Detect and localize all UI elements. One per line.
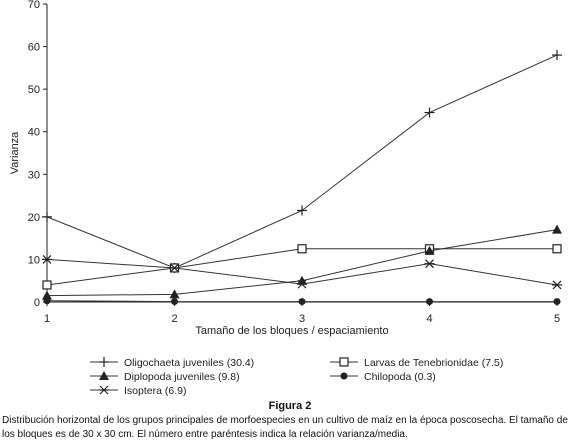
data-point: [552, 225, 562, 234]
legend-marker: [340, 358, 348, 366]
series-plus: [42, 50, 562, 273]
data-point: [297, 205, 307, 215]
y-tick-label: 60: [27, 41, 40, 54]
x-tick-label: 5: [553, 313, 561, 325]
y-tick-label: 20: [27, 211, 40, 224]
square-marker: [43, 281, 51, 289]
data-point: [298, 245, 306, 253]
series-line: [47, 55, 557, 268]
y-tick-label: 40: [27, 126, 40, 139]
data-point: [554, 298, 561, 305]
y-tick-label: 10: [27, 254, 40, 267]
legend-marker: [99, 386, 109, 394]
legend-item: [90, 371, 240, 383]
x-axis-title: Tamaño de los bloques / espaciamiento: [195, 325, 389, 337]
x-tick-label: 1: [43, 313, 51, 325]
square-marker: [298, 245, 306, 253]
data-point: [425, 108, 435, 118]
data-point: [552, 50, 562, 60]
legend-marker: [99, 357, 109, 367]
legend-marker: [341, 373, 348, 380]
x-tick-label: 3: [298, 313, 306, 325]
legend-item: [90, 385, 186, 397]
legend-label: Chilopoda (0.3): [364, 371, 436, 383]
data-point: [299, 298, 306, 305]
data-point: [171, 298, 178, 305]
x-tick-label: 4: [426, 313, 433, 325]
circle-marker: [426, 298, 433, 305]
y-axis-title: Varianza: [9, 131, 21, 175]
series-circle: [44, 297, 561, 305]
data-point: [43, 281, 51, 289]
circle-marker: [44, 297, 51, 304]
data-point: [553, 245, 561, 253]
square-marker: [340, 358, 348, 366]
legend-label: Larvas de Tenebrionidae (7.5): [364, 357, 504, 369]
circle-marker: [341, 373, 348, 380]
data-point: [44, 297, 51, 304]
x-tick-label: 2: [171, 313, 178, 325]
legend-item: [330, 371, 436, 383]
series-line: [47, 230, 557, 296]
y-tick-label: 50: [27, 84, 40, 97]
axes: [9, 0, 560, 337]
legend-label: Oligochaeta juveniles (30.4): [124, 357, 255, 369]
y-tick-label: 0: [33, 297, 40, 309]
square-marker: [553, 245, 561, 253]
triangle-marker: [552, 225, 562, 234]
series-layer: [42, 50, 562, 305]
data-point: [42, 212, 52, 222]
series-asterisk: [42, 255, 562, 289]
legend-item: [330, 357, 503, 369]
data-point: [426, 298, 433, 305]
circle-marker: [554, 298, 561, 305]
figure-caption: Distribución horizontal de los grupos principales de morfoespecies en un cultivo de maíz en la época poscosecha. El tamaño de los bloques es de 30 x 30 cm. El número entre paréntesis indica la relación varianza/media.: [2, 415, 568, 440]
figure-title: Figura 2: [268, 400, 312, 412]
legend: [90, 357, 503, 397]
legend-label: Diplopoda juveniles (9.8): [124, 371, 240, 383]
legend-item: [90, 357, 254, 369]
series-triangle: [42, 225, 562, 300]
circle-marker: [171, 298, 178, 305]
circle-marker: [299, 298, 306, 305]
legend-label: Isoptera (6.9): [124, 385, 187, 397]
y-tick-label: 70: [27, 0, 40, 11]
y-tick-label: 30: [27, 169, 40, 182]
data-point: [425, 260, 435, 268]
data-point: [552, 281, 562, 289]
